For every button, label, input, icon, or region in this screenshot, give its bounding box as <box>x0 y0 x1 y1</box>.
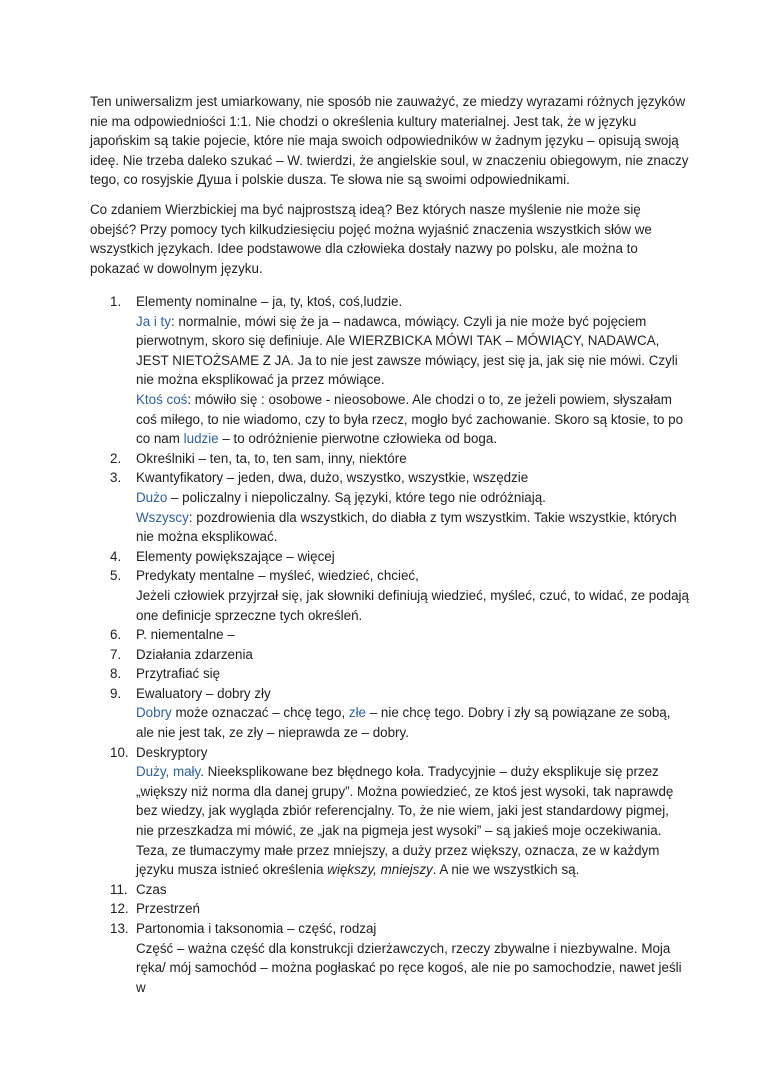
paragraph-intro: Ten uniwersalizm jest umiarkowany, nie sposób nie zauważyć, ze miedzy wyrazami różnych języków nie ma odpowiedniości 1:1. Nie chodzi o określenia kultury materialnej. Jest tak, że w języku japońskim są takie pojecie, które nie maja swoich odpowiedników w żadnym języku – opisują swoją ideę. Nie trzeba daleko szukać – W. twierdzi, że angielskie soul, w znaczeniu obiegowym, nie znaczy tego, co rosyjskie Душа i polskie dusza. Te słowa nie są swoimi odpowiednikami. <box>90 94 689 188</box>
italic-term: większy <box>327 862 374 878</box>
item-title: Działania zdarzenia <box>136 646 253 662</box>
list-number: 8. <box>110 666 122 682</box>
list-item-7 <box>90 645 690 665</box>
list-item-1 <box>90 292 690 449</box>
item-title: Predykaty mentalne – myśleć, wiedzieć, chcieć, <box>136 568 419 584</box>
list-item-3 <box>90 468 690 546</box>
item-title: Elementy nominalne – ja, ty, ktoś, coś,ludzie. <box>136 294 403 309</box>
list-item-4 <box>90 547 690 567</box>
item-title: Partonomia i taksonomia – część, rodzaj <box>136 921 377 936</box>
note-text: . A nie we wszystkich są. <box>432 862 580 878</box>
term-highlight: Dużo <box>136 489 168 505</box>
note-text: . Nieeksplikowane bez błędnego koła. Tradycyjnie – duży eksplikuje się przez „większy niż norma dla danej grupy”. Można powiedzieć, ze ktoś jest wysoki, tak naprawdę bez wiedzy, jak wygląda zbiór referencjalny. To, że nie wiem, jaki jest standardowy pigmej, nie przeszkadza mi mówić, ze „jak na pigmeja jest wysoki” – są jakieś moje oczekiwania. Teza, ze tłumaczymy małe przez mniejszy, a duży przez większy, oznacza, ze w każdym języku musza istnieć określenia <box>136 764 674 878</box>
item-note <box>136 703 690 742</box>
note-text: może oznaczać – chcę tego, <box>171 705 349 721</box>
item-title: Deskryptory <box>136 744 208 760</box>
list-number: 1. <box>110 294 122 309</box>
italic-separator: , <box>373 862 381 878</box>
list-item-8 <box>90 664 690 684</box>
term-highlight: Ja i ty <box>136 313 171 329</box>
item-title: Określniki – ten, ta, to, ten sam, inny, niektóre <box>136 450 407 466</box>
list-item-5 <box>90 566 690 625</box>
item-title: Przytrafiać się <box>136 666 221 682</box>
list-item-11 <box>90 880 690 900</box>
item-note <box>136 508 690 547</box>
item-title: Ewaluatory – dobry zły <box>136 685 271 701</box>
item-title: Kwantyfikatory – jeden, dwa, dużo, wszystko, wszystkie, wszędzie <box>136 470 529 486</box>
item-note: Jeżeli człowiek przyjrzał się, jak słowniki definiują wiedzieć, myśleć, czuć, to widać, ze podają one definicje sprzeczne tych określeń. <box>136 587 689 623</box>
list-number: 11. <box>110 881 128 897</box>
list-number: 10. <box>110 744 129 760</box>
list-item-9 <box>90 684 690 743</box>
list-number: 3. <box>110 470 122 486</box>
list-number: 7. <box>110 646 122 662</box>
term-highlight: Duży, mały <box>136 764 201 780</box>
term-highlight: złe <box>348 705 367 721</box>
item-note <box>136 390 690 449</box>
list-number: 4. <box>110 548 122 564</box>
paragraph-questions: Co zdaniem Wierzbickiej ma być najprostszą ideą? Bez których nasze myślenie nie może się obejść? Przy pomocy tych kilkudziesięciu pojęć można wyjaśnić znaczenia wszystkich słów we wszystkich językach. Idee podstawowe dla człowieka dostały nazwy po polsku, ale można to pokazać w dowolnym języku. <box>90 202 652 276</box>
item-note <box>136 762 690 880</box>
primes-list <box>90 292 690 997</box>
list-item-12 <box>90 899 690 919</box>
italic-term: mniejszy <box>380 862 433 878</box>
item-title: Elementy powiększające – więcej <box>136 548 335 564</box>
note-text: – policzalny i niepoliczalny. Są języki, które tego nie odróżniają. <box>167 489 546 505</box>
list-number: 13. <box>110 921 129 936</box>
item-title: P. niementalne – <box>136 627 235 643</box>
list-item-10 <box>90 743 690 880</box>
list-item-2 <box>90 449 690 469</box>
item-title: Przestrzeń <box>136 901 200 917</box>
list-number: 6. <box>110 627 122 643</box>
list-number: 5. <box>110 568 122 584</box>
note-text: – to odróżnienie pierwotne człowieka od boga. <box>218 431 498 447</box>
list-number: 12. <box>110 901 129 917</box>
note-text: – nie chcę tego. Dobry i zły są powiązane ze sobą, ale nie jest tak, ze zły – nieprawda ze – dobry. <box>136 705 671 741</box>
term-highlight: ludzie <box>183 431 219 447</box>
item-note <box>136 312 690 390</box>
item-note <box>136 488 690 508</box>
list-item-6 <box>90 625 690 645</box>
note-text: : normalnie, mówi się że ja – nadawca, mówiący. Czyli ja nie może być pojęciem pierwotnym, skoro się definiuje. Ale WIERZBICKA MÓWI TAK – MÓWIĄCY, NADAWCA, JEST NIETOŻSAME Z JA. Ja to nie jest zawsze mówiący, jest się ja, jak się nie mówi. Czyli nie można eksplikować ja przez mówiące. <box>136 313 678 388</box>
note-text: : pozdrowienia dla wszystkich, do diabła z tym wszystkim. Takie wszystkie, których nie można eksplikować. <box>136 509 677 545</box>
item-title: Czas <box>136 881 167 897</box>
note-text: : mówiło się : osobowe - nieosobowe. Ale chodzi o to, ze jeżeli powiem, słyszałam coś miłego, to nie wiadomo, czy to była rzecz, mogło być zachowanie. Skoro są ktosie, to po co nam <box>136 391 684 447</box>
term-highlight: Ktoś coś <box>136 391 188 407</box>
list-number: 2. <box>110 450 122 466</box>
item-note: Część – ważna część dla konstrukcji dzierżawczych, rzeczy zbywalne i niezbywalne. Moja ręka/ mój samochód – można pogłaskać po ręce kogoś, ale nie po samochodzie, nawet jeśli w <box>136 940 682 995</box>
term-highlight: Wszyscy <box>136 509 189 525</box>
term-highlight: Dobry <box>136 705 172 721</box>
list-item-13 <box>90 919 690 997</box>
list-number: 9. <box>110 685 122 701</box>
